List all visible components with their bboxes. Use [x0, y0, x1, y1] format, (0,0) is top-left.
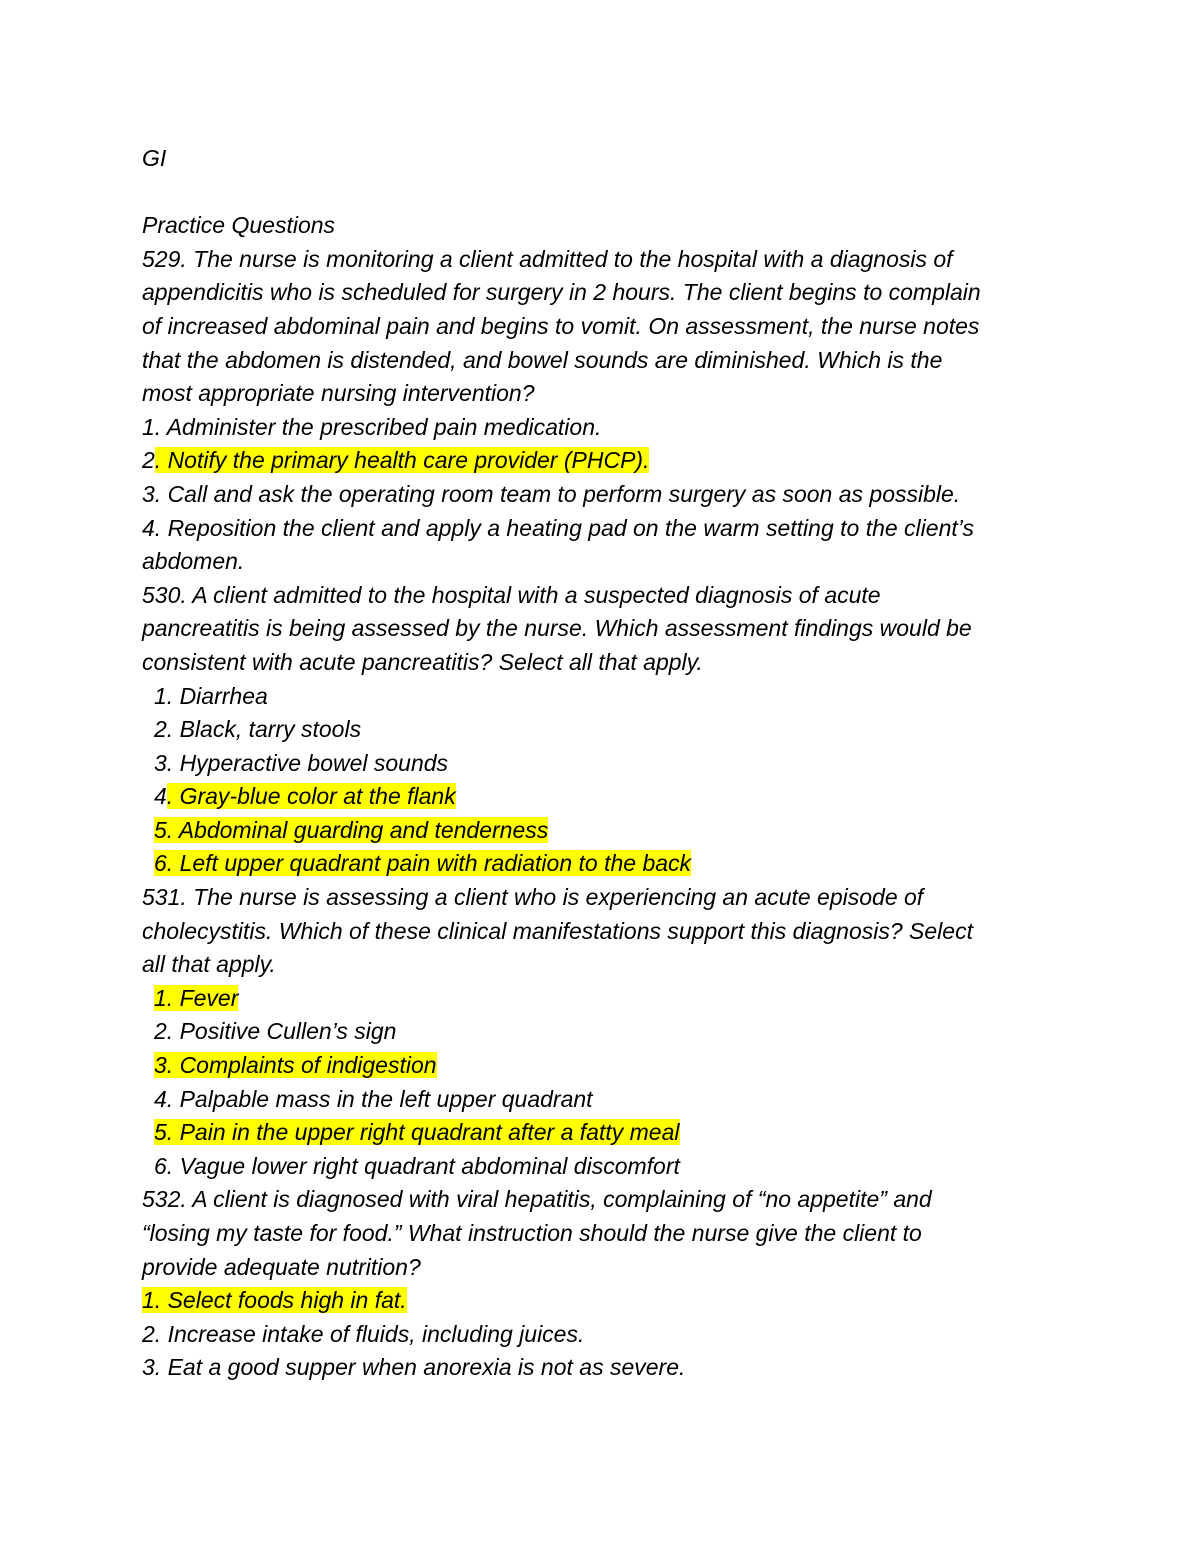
answer-option-highlighted — [142, 780, 1072, 814]
question-text-line: cholecystitis. Which of these clinical manifestations support this diagnosis? Select — [142, 917, 973, 944]
question-text-line: pancreatitis is being assessed by the nurse. Which assessment findings would be — [142, 615, 972, 642]
question-text-line: that the abdomen is distended, and bowel sounds are diminished. Which is the — [142, 346, 943, 373]
question-text-line: appendicitis who is scheduled for surgery in 2 hours. The client begins to complain — [142, 279, 981, 306]
highlighted-answer-text: 1. Select foods high in fat. — [142, 1287, 407, 1314]
answer-option: 1. Administer the prescribed pain medication. — [142, 413, 602, 440]
answer-option: 1. Diarrhea — [154, 682, 268, 709]
answer-option-highlighted — [142, 444, 1072, 478]
blank-line — [142, 176, 1072, 210]
option-number: 2 — [142, 447, 155, 474]
highlighted-answer-text: 1. Fever — [154, 984, 239, 1011]
highlighted-answer-text: 3. Complaints of indigestion — [154, 1052, 437, 1079]
answer-option-continuation: abdomen. — [142, 548, 245, 575]
answer-option: 3. Hyperactive bowel sounds — [154, 749, 449, 776]
question-531 — [142, 881, 1072, 1183]
answer-option-highlighted — [142, 982, 1072, 1016]
question-text-line: all that apply. — [142, 951, 276, 978]
answer-option: 3. Call and ask the operating room team to perform surgery as soon as possible. — [142, 480, 961, 507]
answer-option-highlighted — [142, 1116, 1072, 1150]
question-text-line: provide adequate nutrition? — [142, 1253, 421, 1280]
answer-option-highlighted — [142, 1284, 1072, 1318]
question-text-line: most appropriate nursing intervention? — [142, 380, 535, 407]
highlighted-answer-text: . Gray-blue color at the flank — [166, 783, 456, 810]
question-text-line: of increased abdominal pain and begins to vomit. On assessment, the nurse notes — [142, 312, 980, 339]
answer-option-highlighted — [142, 1049, 1072, 1083]
subtitle: Practice Questions — [142, 212, 336, 239]
question-529 — [142, 243, 1072, 579]
question-text-line: consistent with acute pancreatitis? Select all that apply. — [142, 648, 703, 675]
option-number: 4 — [154, 783, 167, 810]
answer-option-highlighted — [142, 847, 1072, 881]
highlighted-answer-text: . Notify the primary health care provider (PHCP). — [154, 447, 650, 474]
question-532 — [142, 1183, 1072, 1385]
answer-option: 4. Palpable mass in the left upper quadrant — [154, 1085, 593, 1112]
document-page — [142, 142, 1072, 1385]
answer-option: 2. Black, tarry stools — [154, 716, 362, 743]
answer-option: 3. Eat a good supper when anorexia is not as severe. — [142, 1354, 686, 1381]
question-text-line: 529. The nurse is monitoring a client admitted to the hospital with a diagnosis of — [142, 245, 953, 272]
question-text-line: 531. The nurse is assessing a client who is experiencing an acute episode of — [142, 884, 924, 911]
question-text-line: 532. A client is diagnosed with viral hepatitis, complaining of “no appetite” and — [142, 1186, 932, 1213]
question-text-line: “losing my taste for food.” What instruction should the nurse give the client to — [142, 1220, 922, 1246]
answer-option: 6. Vague lower right quadrant abdominal discomfort — [154, 1152, 680, 1179]
answer-option: 2. Increase intake of fluids, including juices. — [142, 1320, 585, 1347]
section-title: GI — [142, 145, 167, 171]
highlighted-answer-text: 6. Left upper quadrant pain with radiation to the back — [154, 850, 692, 877]
question-530 — [142, 579, 1072, 881]
highlighted-answer-text: 5. Pain in the upper right quadrant after a fatty meal — [154, 1119, 680, 1146]
highlighted-answer-text: 5. Abdominal guarding and tenderness — [154, 816, 549, 843]
answer-option-highlighted — [142, 814, 1072, 848]
answer-option: 2. Positive Cullen’s sign — [154, 1018, 397, 1045]
question-text-line: 530. A client admitted to the hospital with a suspected diagnosis of acute — [142, 581, 881, 608]
answer-option: 4. Reposition the client and apply a heating pad on the warm setting to the client’s — [142, 514, 974, 541]
